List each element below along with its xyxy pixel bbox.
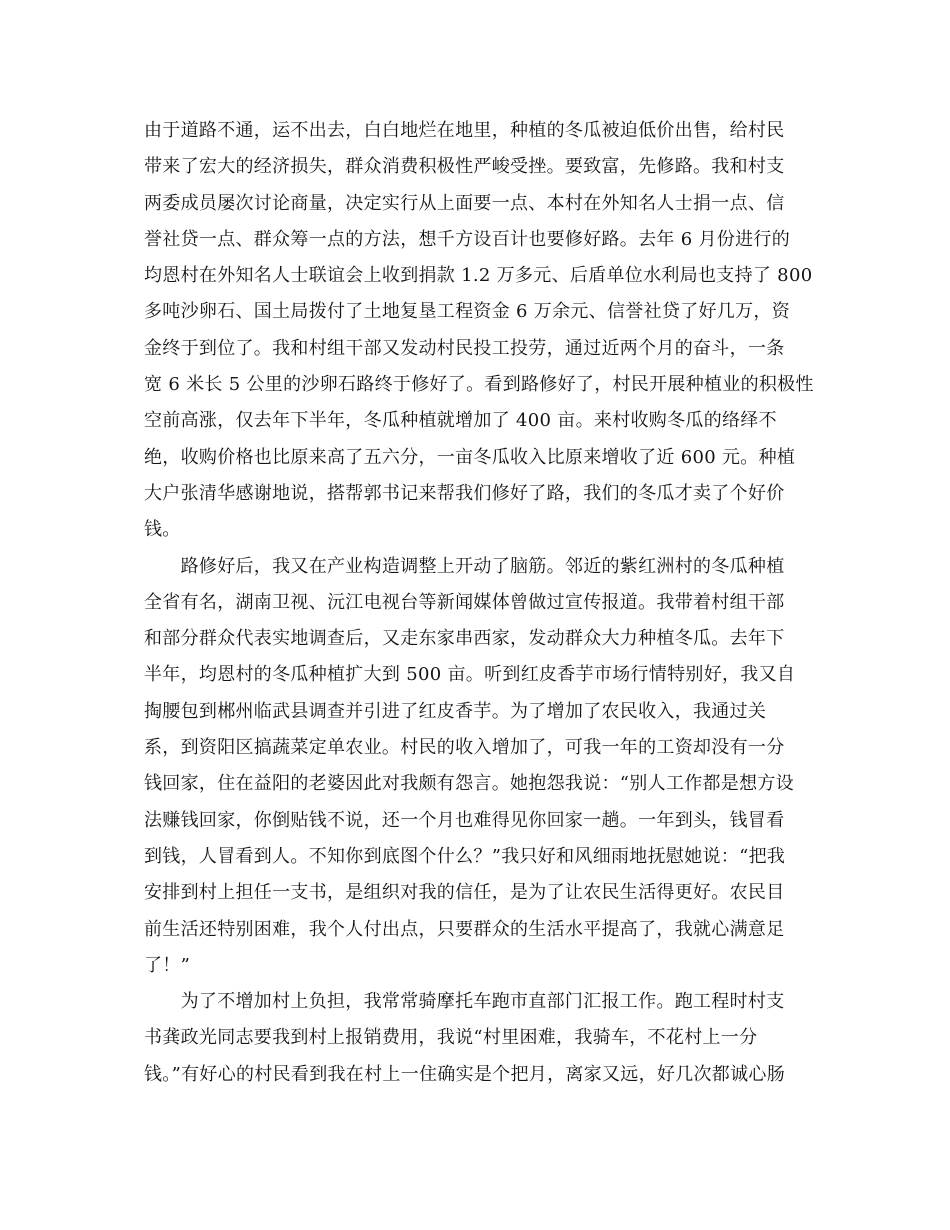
text-line: 和部分群众代表实地调查后，又走东家串西家，发动群众大力种植冬瓜。去年下 (144, 628, 785, 650)
text-line: 半年，均恩村的冬瓜种植扩大到 500 亩。听到红皮香芋市场行情特别好，我又自 (144, 664, 796, 686)
text-line: 誉社贷一点、群众筹一点的方法，想千方设百计也要修好路。去年 6 月份进行的 (144, 228, 790, 250)
text-line: 多吨沙卵石、国土局拨付了土地复垦工程资金 6 万余元、信誉社贷了好几万，资 (144, 301, 790, 323)
text-line: 安排到村上担任一支书，是组织对我的信任，是为了让农民生活得更好。农民目 (144, 882, 785, 904)
text-line: 了！” (144, 954, 191, 976)
text-line: 绝，收购价格也比原来高了五六分，一亩冬瓜收入比原来增收了近 600 元。种植 (144, 446, 796, 468)
text-line: 大户张清华感谢地说，搭帮郭书记来帮我们修好了路，我们的冬瓜才卖了个好价 (144, 482, 785, 504)
text-line: 法赚钱回家，你倒贴钱不说，还一个月也难得见你回家一趟。一年到头，钱冒看 (144, 809, 785, 831)
text-line: 路修好后，我又在产业构造调整上开动了脑筋。邻近的紫红洲村的冬瓜种植 (144, 555, 785, 577)
text-line: 均恩村在外知名人士联谊会上收到捐款 1.2 万多元、后盾单位水利局也支持了 800 (144, 265, 813, 287)
text-line: 系，到资阳区搞蔬菜定单农业。村民的收入增加了，可我一年的工资却没有一分 (144, 737, 785, 759)
text-line: 宽 6 米长 5 公里的沙卵石路终于修好了。看到路修好了，村民开展种植业的积极性 (144, 374, 814, 396)
text-line: 前生活还特别困难，我个人付出点，只要群众的生活水平提高了，我就心满意足 (144, 918, 785, 940)
text-line: 空前高涨，仅去年下半年，冬瓜种植就增加了 400 亩。来村收购冬瓜的络绎不 (144, 410, 777, 432)
text-line: 由于道路不通，运不出去，白白地烂在地里，种植的冬瓜被迫低价出售，给村民 (144, 120, 785, 141)
text-line: 两委成员屡次讨论商量，决定实行从上面要一点、本村在外知名人士捐一点、信 (144, 192, 785, 214)
body-text (144, 113, 814, 1093)
text-line: 带来了宏大的经济损失，群众消费积极性严峻受挫。要致富，先修路。我和村支 (144, 156, 785, 178)
text-line: 钱回家，住在益阳的老婆因此对我颇有怨言。她抱怨我说：“别人工作都是想方设 (144, 773, 794, 795)
text-line: 金终于到位了。我和村组干部又发动村民投工投劳，通过近两个月的奋斗，一条 (144, 337, 785, 359)
text-line: 钱。”有好心的村民看到我在村上一住确实是个把月，离家又远，好几次都诚心肠 (144, 1063, 785, 1085)
text-line: 钱。 (144, 519, 181, 541)
text-line: 为了不增加村上负担，我常常骑摩托车跑市直部门汇报工作。跑工程时村支 (144, 991, 785, 1013)
text-line: 到钱，人冒看到人。不知你到底图个什么？”我只好和风细雨地抚慰她说：“把我 (144, 845, 786, 867)
text-line: 全省有名，湖南卫视、沅江电视台等新闻媒体曾做过宣传报道。我带着村组干部 (144, 591, 785, 613)
text-line: 掏腰包到郴州临武县调查并引进了红皮香芋。为了增加了农民收入，我通过关 (144, 700, 767, 722)
text-line: 书龚政光同志要我到村上报销费用，我说“村里困难，我骑车，不花村上一分 (144, 1027, 758, 1049)
